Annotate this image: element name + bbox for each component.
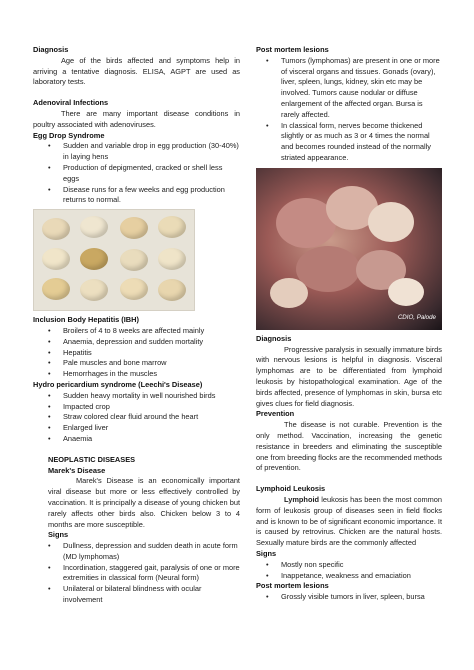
list-item: • Pale muscles and bone marrow <box>48 358 240 369</box>
egg-drop-heading: Egg Drop Syndrome <box>33 130 105 140</box>
list-item: • Enlarged liver <box>48 423 240 434</box>
neoplastic-heading: NEOPLASTIC DISEASES <box>48 454 136 464</box>
list-item: • Hepatitis <box>48 348 240 359</box>
pm-list <box>256 56 442 164</box>
marek-heading: Marek's Disease <box>48 465 106 475</box>
signs-list-2 <box>256 560 442 582</box>
hps-list <box>33 391 240 445</box>
list-item: • Impacted crop <box>48 402 240 413</box>
tumor-photo <box>256 168 442 330</box>
egg-image <box>42 248 70 270</box>
list-item: • Anaemia <box>48 434 240 445</box>
marek-paragraph: Marek's Disease is an economically important viral disease but more or less effectively controlled by vaccination. It is principally a disease of young chicken but rarely affects other birds also. Chicken below 3 to 4 months are more susceptible. <box>48 476 240 529</box>
tumor-image <box>388 278 424 306</box>
list-item: • Unilateral or bilateral blindness with ocular involvement <box>48 584 240 606</box>
signs-heading: Signs <box>48 530 69 540</box>
egg-image <box>80 279 108 301</box>
egg-image <box>80 248 108 270</box>
list-item: • Hemorrhages in the muscles <box>48 369 240 380</box>
egg-image <box>158 216 186 238</box>
list-item: • Straw colored clear fluid around the heart <box>48 412 240 423</box>
lymphoid-body: leukosis has been the most common form of leukosis group of diseases seen in field flocks and is known to be of significant economic importance. It is caused by retrovirus. Chicken are the natural hosts. Sexually mature birds are the commonly affected <box>256 494 442 548</box>
egg-image <box>120 249 148 271</box>
egg-image <box>42 218 70 240</box>
adenoviral-heading: Adenoviral Infections <box>33 98 109 108</box>
signs-heading-2: Signs <box>256 548 277 558</box>
pm-list-2 <box>256 592 442 603</box>
egg-drop-list <box>33 141 240 206</box>
list-item: • Sudden and variable drop in egg production (30-40%) in laying hens <box>48 141 240 163</box>
list-item: • Inappetance, weakness and emaciation <box>266 571 442 582</box>
list-item: • Incordination, staggered gait, paralysis of one or more extremities in classical form (Neural form) <box>48 563 240 585</box>
list-item: • Sudden heavy mortality in well nourished birds <box>48 391 240 402</box>
ibh-heading: Inclusion Body Hepatitis (IBH) <box>33 315 139 325</box>
list-item: • Anaemia, depression and sudden mortality <box>48 337 240 348</box>
eggs-photo <box>33 209 195 311</box>
hps-heading: Hydro pericardium syndrome (Leechi's Disease) <box>33 379 203 389</box>
egg-image <box>42 278 70 300</box>
pm-heading: Post mortem lesions <box>256 45 329 54</box>
prevention-paragraph: The disease is not curable. Prevention is the only method. Vaccination, increasing the genetic resistance in breeders and eliminating the susceptible one from breeding flocks are the recommended methods of prevention. <box>256 420 442 473</box>
tumor-image <box>368 202 414 242</box>
diagnosis-paragraph-2: Progressive paralysis in sexually immature birds with nervous lesions is helpful in diagnosis. Visceral lymphomas are to be differentiated from lymphoid leukosis by histopathological examination. Age of the birds affected, presence of lymphomas in skin, bursa etc gives clues for field diagnosis. <box>256 344 442 408</box>
left-column <box>33 45 240 606</box>
diagnosis-paragraph: Age of the birds affected and symptoms help in arriving a tentative diagnosis. ELISA, AGPT are used as laboratory tests. <box>33 55 240 87</box>
tumor-image <box>270 278 308 308</box>
diagnosis-heading: Diagnosis <box>33 45 69 54</box>
list-item: • Disease runs for a few weeks and egg production returns to normal. <box>48 185 240 207</box>
egg-image <box>158 279 186 301</box>
prevention-heading: Prevention <box>256 409 295 419</box>
ibh-list <box>33 326 240 380</box>
list-item: • Mostly non specific <box>266 560 442 571</box>
list-item: • Production of depigmented, cracked or shell less eggs <box>48 163 240 185</box>
list-item: • Grossly visible tumors in liver, spleen, bursa <box>266 592 442 603</box>
lymphoid-lead-word: Lymphoid <box>284 494 320 504</box>
lymphoid-leukosis-paragraph <box>256 495 442 549</box>
egg-image <box>120 217 148 239</box>
egg-image <box>80 216 108 238</box>
lymphoid-leukosis-heading: Lymphoid Leukosis <box>256 484 326 494</box>
right-column <box>256 45 442 603</box>
signs-list <box>48 541 240 606</box>
list-item: • Dullness, depression and sudden death in acute form (MD lymphomas) <box>48 541 240 563</box>
list-item: • Tumors (lymphomas) are present in one or more of visceral organs and tissues. Gonads (ovary), liver, spleen, lungs, kidney, skin etc may be involved. Tumors cause nodular or diffuse enlargement of the affected organ. Bursa is rarely affected. <box>266 56 442 121</box>
pm-heading-2: Post mortem lesions <box>256 581 329 591</box>
adenoviral-paragraph: There are many important disease conditions in poultry associated with adenoviruses. <box>33 108 240 129</box>
egg-image <box>120 278 148 300</box>
diagnosis-heading-2: Diagnosis <box>256 333 292 343</box>
egg-image <box>158 248 186 270</box>
list-item: • In classical form, nerves become thickened slightly or as much as 3 or 4 times the normal and becomes rounded instead of the normally striated appearance. <box>266 121 442 164</box>
photo-credit: CDIO, Palode <box>397 313 436 321</box>
list-item: • Broilers of 4 to 8 weeks are affected mainly <box>48 326 240 337</box>
